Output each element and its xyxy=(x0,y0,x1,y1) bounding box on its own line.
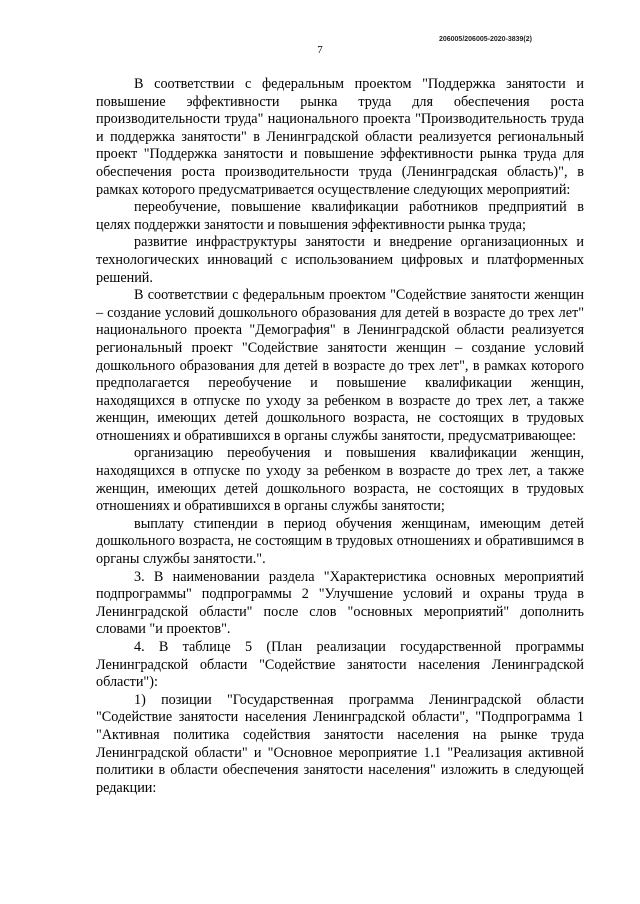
paragraph-retraining: переобучение, повышение квалификации работников предприятий в целях поддержки занятости и повышения эффективности рынка труда; xyxy=(96,199,584,233)
paragraph-federal-project-employment: В соответствии с федеральным проектом "Поддержка занятости и повышение эффективности рынка труда для обеспечения роста производительности труда" национального проекта "Производительность труда и поддержка занятости" в Ленинградской области реализуется региональный проект "Поддержка занятости и повышение эффективности рынка труда для обеспечения роста производительности труда (Ленинградская область)", в рамках которого предусматривается осуществление следующих мероприятий: xyxy=(96,76,584,198)
paragraph-item-3: 3. В наименовании раздела "Характеристика основных мероприятий подпрограммы" подпрограммы 2 "Улучшение условий и охраны труда в Ленинградской области" после слов "основных мероприятий" дополнить словами "и проектов". xyxy=(96,568,584,638)
page-number: 7 xyxy=(317,44,323,56)
paragraph-subitem-1: 1) позиции "Государственная программа Ленинградской области "Содействие занятости населения Ленинградской области", "Подпрограмма 1 "Активная политика содействия занятости населения на рынке труда Ленинградской области" и "Основное мероприятие 1.1 "Реализация активной политики в области обеспечения занятости населения" изложить в следующей редакции: xyxy=(96,691,584,796)
document-id: 206005/206005-2020-3839(2) xyxy=(438,36,532,43)
document-body xyxy=(96,76,584,797)
paragraph-item-4: 4. В таблице 5 (План реализации государственной программы Ленинградской области "Содействие занятости населения Ленинградской области"): xyxy=(96,639,584,691)
paragraph-federal-project-women: В соответствии с федеральным проектом "Содействие занятости женщин – создание условий дошкольного образования для детей в возрасте до трех лет" национального проекта "Демография" в Ленинградской области реализуется региональный проект "Содействие занятости женщин – создание условий дошкольного образования для детей в возрасте до трех лет", в рамках которого предполагается переобучение и повышение квалификации женщин, находящихся в отпуске по уходу за ребенком в возрасте до трех лет, а также женщин, имеющих детей дошкольного возраста, не состоящих в трудовых отношениях и обратившихся в органы службы занятости, предусматривающее: xyxy=(96,287,584,444)
paragraph-retraining-women: организацию переобучения и повышения квалификации женщин, находящихся в отпуске по уходу за ребенком в возрасте до трех лет, а также женщин, имеющих детей дошкольного возраста, не состоящих в трудовых отношениях и обратившихся в органы службы занятости; xyxy=(96,445,584,515)
paragraph-stipend: выплату стипендии в период обучения женщинам, имеющим детей дошкольного возраста, не состоящим в трудовых отношениях и обратившимся в органы службы занятости.". xyxy=(96,515,584,568)
paragraph-infrastructure: развитие инфраструктуры занятости и внедрение организационных и технологических инноваций с использованием цифровых и платформенных решений. xyxy=(96,234,584,286)
